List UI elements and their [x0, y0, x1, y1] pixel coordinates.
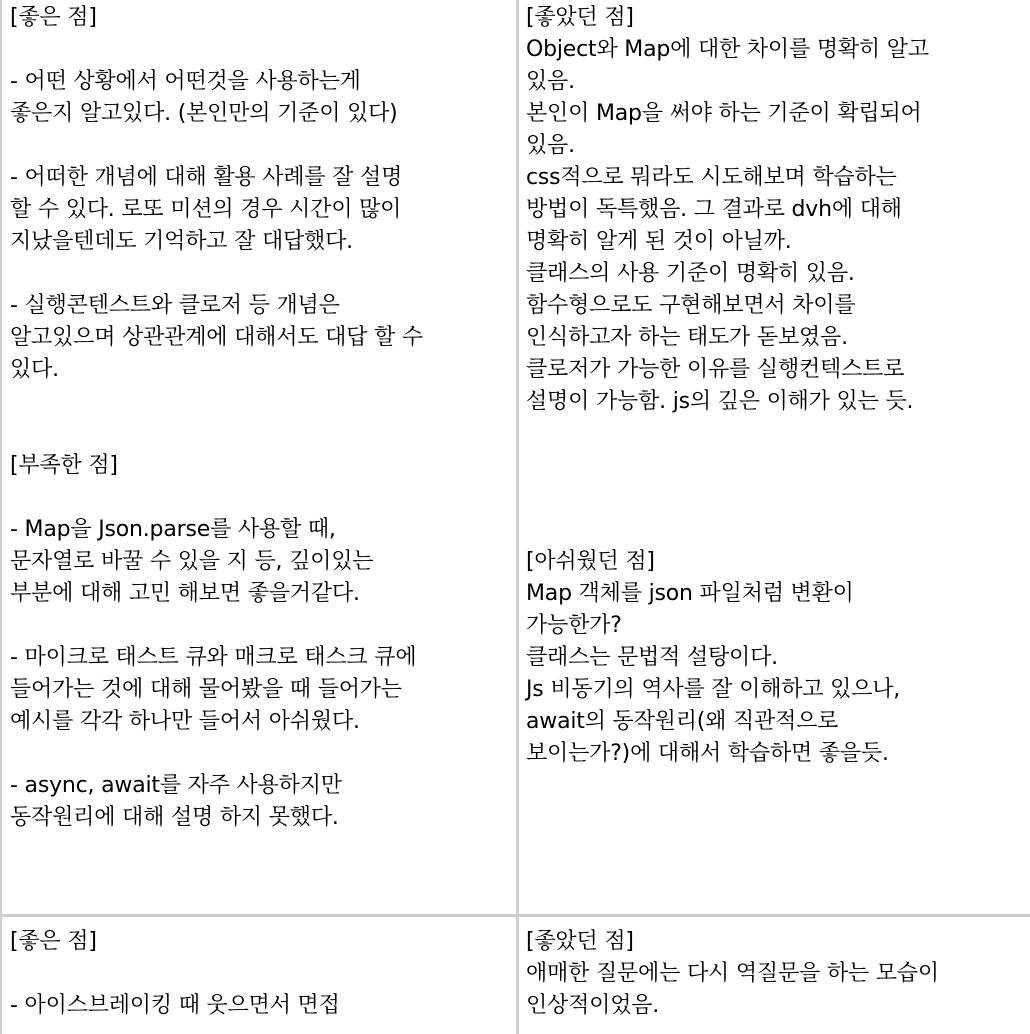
- text-line: - async, await를 자주 사용하지만: [10, 773, 342, 798]
- text-line: 할 수 있다. 로또 미션의 경우 시간이 많이: [10, 197, 402, 222]
- text-line: 인상적이었음.: [526, 993, 660, 1018]
- cell-top-left: [4, 0, 516, 914]
- text-line: css적으로 뭐라도 시도해보며 학습하는: [526, 165, 897, 190]
- text-line: [좋았던 점]: [526, 929, 634, 954]
- text-line: 부분에 대해 고민 해보면 좋을거같다.: [10, 581, 360, 606]
- table-column-divider: [516, 0, 519, 1034]
- text-line: 문자열로 바꿀 수 있을 지 등, 깊이있는: [10, 549, 374, 574]
- text-line: 함수형으로도 구현해보면서 차이를: [526, 293, 856, 318]
- cell-top-right: [520, 0, 1030, 914]
- cell-bottom-left: [4, 918, 516, 1034]
- text-line: await의 동작원리(왜 직관적으로: [526, 709, 839, 734]
- text-line: 애매한 질문에는 다시 역질문을 하는 모습이: [526, 961, 939, 986]
- text-line: - 실행콘텐스트와 클로저 등 개념은: [10, 293, 340, 318]
- text-line: 본인이 Map을 써야 하는 기준이 확립되어: [526, 101, 922, 126]
- text-line: - 어떤 상황에서 어떤것을 사용하는게: [10, 69, 361, 94]
- text-line: 클래스는 문법적 설탕이다.: [526, 645, 778, 670]
- text-line: 알고있으며 상관관계에 대해서도 대답 할 수: [10, 325, 423, 350]
- text-line: [좋은 점]: [10, 929, 97, 954]
- text-line: Map 객체를 json 파일처럼 변환이: [526, 581, 854, 606]
- table-left-border: [0, 0, 2, 1034]
- text-line: 클로저가 가능한 이유를 실행컨텍스트로: [526, 357, 905, 382]
- text-line: 예시를 각각 하나만 들어서 아쉬웠다.: [10, 709, 360, 734]
- text-line: 클래스의 사용 기준이 명확히 있음.: [526, 261, 855, 286]
- text-line: Js 비동기의 역사를 잘 이해하고 있으나,: [526, 677, 901, 702]
- text-line: 동작원리에 대해 설명 하지 못했다.: [10, 805, 339, 830]
- text-line: 명확히 알게 된 것이 아닐까.: [526, 229, 792, 254]
- text-line: 지났을텐데도 기억하고 잘 대답했다.: [10, 229, 353, 254]
- text-line: 좋은지 알고있다. (본인만의 기준이 있다): [10, 101, 398, 126]
- text-line: 인식하고자 하는 태도가 돋보였음.: [526, 325, 848, 350]
- text-line: 방법이 독특했음. 그 결과로 dvh에 대해: [526, 197, 902, 222]
- text-line: Object와 Map에 대한 차이를 명확히 알고: [526, 37, 929, 62]
- text-line: 설명이 가능함. js의 깊은 이해가 있는 듯.: [526, 389, 914, 414]
- text-line: - 아이스브레이킹 때 웃으면서 면접: [10, 993, 340, 1018]
- text-line: 있다.: [10, 357, 59, 382]
- text-line: [부족한 점]: [10, 453, 118, 478]
- text-line: [좋았던 점]: [526, 5, 634, 30]
- text-line: 보이는가?)에 대해서 학습하면 좋을듯.: [526, 741, 889, 766]
- text-line: 있음.: [526, 133, 575, 158]
- text-line: 가능한가?: [526, 613, 622, 638]
- text-line: 있음.: [526, 69, 575, 94]
- text-line: [아쉬웠던 점]: [526, 549, 655, 574]
- text-line: [좋은 점]: [10, 5, 97, 30]
- cell-bottom-right: [520, 918, 1030, 1034]
- text-line: - 어떠한 개념에 대해 활용 사례를 잘 설명: [10, 165, 403, 190]
- text-line: - 마이크로 태스트 큐와 매크로 태스크 큐에: [10, 645, 417, 670]
- table-row-divider: [0, 914, 1030, 917]
- text-line: 들어가는 것에 대해 물어봤을 때 들어가는: [10, 677, 402, 702]
- text-line: - Map을 Json.parse를 사용할 때,: [10, 517, 336, 542]
